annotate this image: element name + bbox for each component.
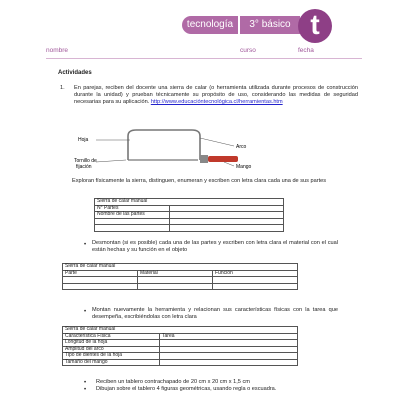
arc-label: Arco	[236, 144, 247, 150]
student-fields	[46, 44, 362, 59]
materials-header: Material	[138, 270, 213, 277]
parts-table-title: Sierra de calar manual	[95, 199, 284, 206]
section-title: Actividades	[58, 70, 92, 76]
instruction-disassemble: Desmontan (si es posible) cada una de las partes y escriben con letra clara el material con el cual están hechas y su función en el objeto	[92, 240, 338, 253]
instruction-draw: Dibujan sobre el tablero 4 figuras geométricas, usando regla o escuadra.	[96, 386, 277, 392]
blade-label: Hoja	[78, 137, 89, 143]
characteristics-header: Tarea	[160, 333, 298, 340]
characteristics-cell[interactable]	[160, 359, 298, 366]
materials-cell[interactable]	[63, 283, 138, 290]
activity-number: 1.	[60, 85, 65, 91]
instruction-reassemble: Montan nuevamente la herramienta y relacionan sus características físicas con la tarea que desempeña, escribiéndolas con letra clara	[92, 307, 338, 320]
characteristics-header: Característica Física	[63, 333, 160, 340]
materials-table	[62, 263, 298, 290]
materials-header: Función	[213, 270, 298, 277]
instruction-explore: Exploran físicamente la sierra, distinguen, enumeran y escriben con letra clara cada una de sus partes	[72, 178, 327, 184]
characteristics-table	[62, 326, 298, 366]
subject-logo: t	[298, 9, 332, 43]
materials-table-title: Sierra de calar manual	[63, 264, 298, 271]
grade-label: 3° básico	[240, 16, 300, 34]
characteristics-table-title: Sierra de calar manual	[63, 327, 298, 334]
subject-label: tecnología	[182, 16, 238, 34]
activity-1	[58, 85, 358, 106]
characteristics-row: Longitud de la hoja	[63, 340, 160, 347]
materials-cell[interactable]	[213, 283, 298, 290]
parts-table	[94, 198, 284, 232]
materials-header: Parte	[63, 270, 138, 277]
bullet-icon: •	[84, 242, 87, 248]
resource-link[interactable]: http://www.educacióntecnológica.cl/herramientas.htm	[150, 99, 283, 105]
screw-label-1: Tornillo de	[74, 158, 97, 164]
bullet-icon: •	[84, 380, 87, 386]
characteristics-row: Tamaño del mango	[63, 359, 160, 366]
parts-cell[interactable]	[170, 225, 284, 232]
coping-saw-diagram	[74, 126, 294, 172]
parts-row-label: Nombre de las partes	[95, 212, 170, 219]
parts-row-label: N° Partes	[95, 205, 170, 212]
bullet-icon: •	[84, 309, 87, 315]
name-field-label: nombre	[46, 47, 69, 54]
bullet-icon: •	[84, 387, 87, 393]
course-field-label: curso	[240, 47, 256, 54]
instruction-board: Reciben un tablero contrachapado de 20 cm x 20 cm x 1,5 cm	[96, 379, 250, 385]
characteristics-row: Amplitud del arco	[63, 346, 160, 353]
characteristics-row: Tipo de dientes de la hoja	[63, 353, 160, 360]
screw-label-2: fijación	[76, 164, 92, 170]
parts-row-label	[95, 225, 170, 232]
date-field-label: fecha	[298, 47, 314, 54]
worksheet-content	[58, 70, 358, 393]
activity-1-text: En parejas, reciben del docente una sierra de calar (o herramienta utilizada durante procesos de construcción durante la unidad) y prueban técnicamente su propósito de uso, considerando las medidas de seguridad necesarias para su aplicación.	[74, 85, 358, 105]
handle-label: Mango	[236, 164, 252, 170]
materials-cell[interactable]	[138, 283, 213, 290]
